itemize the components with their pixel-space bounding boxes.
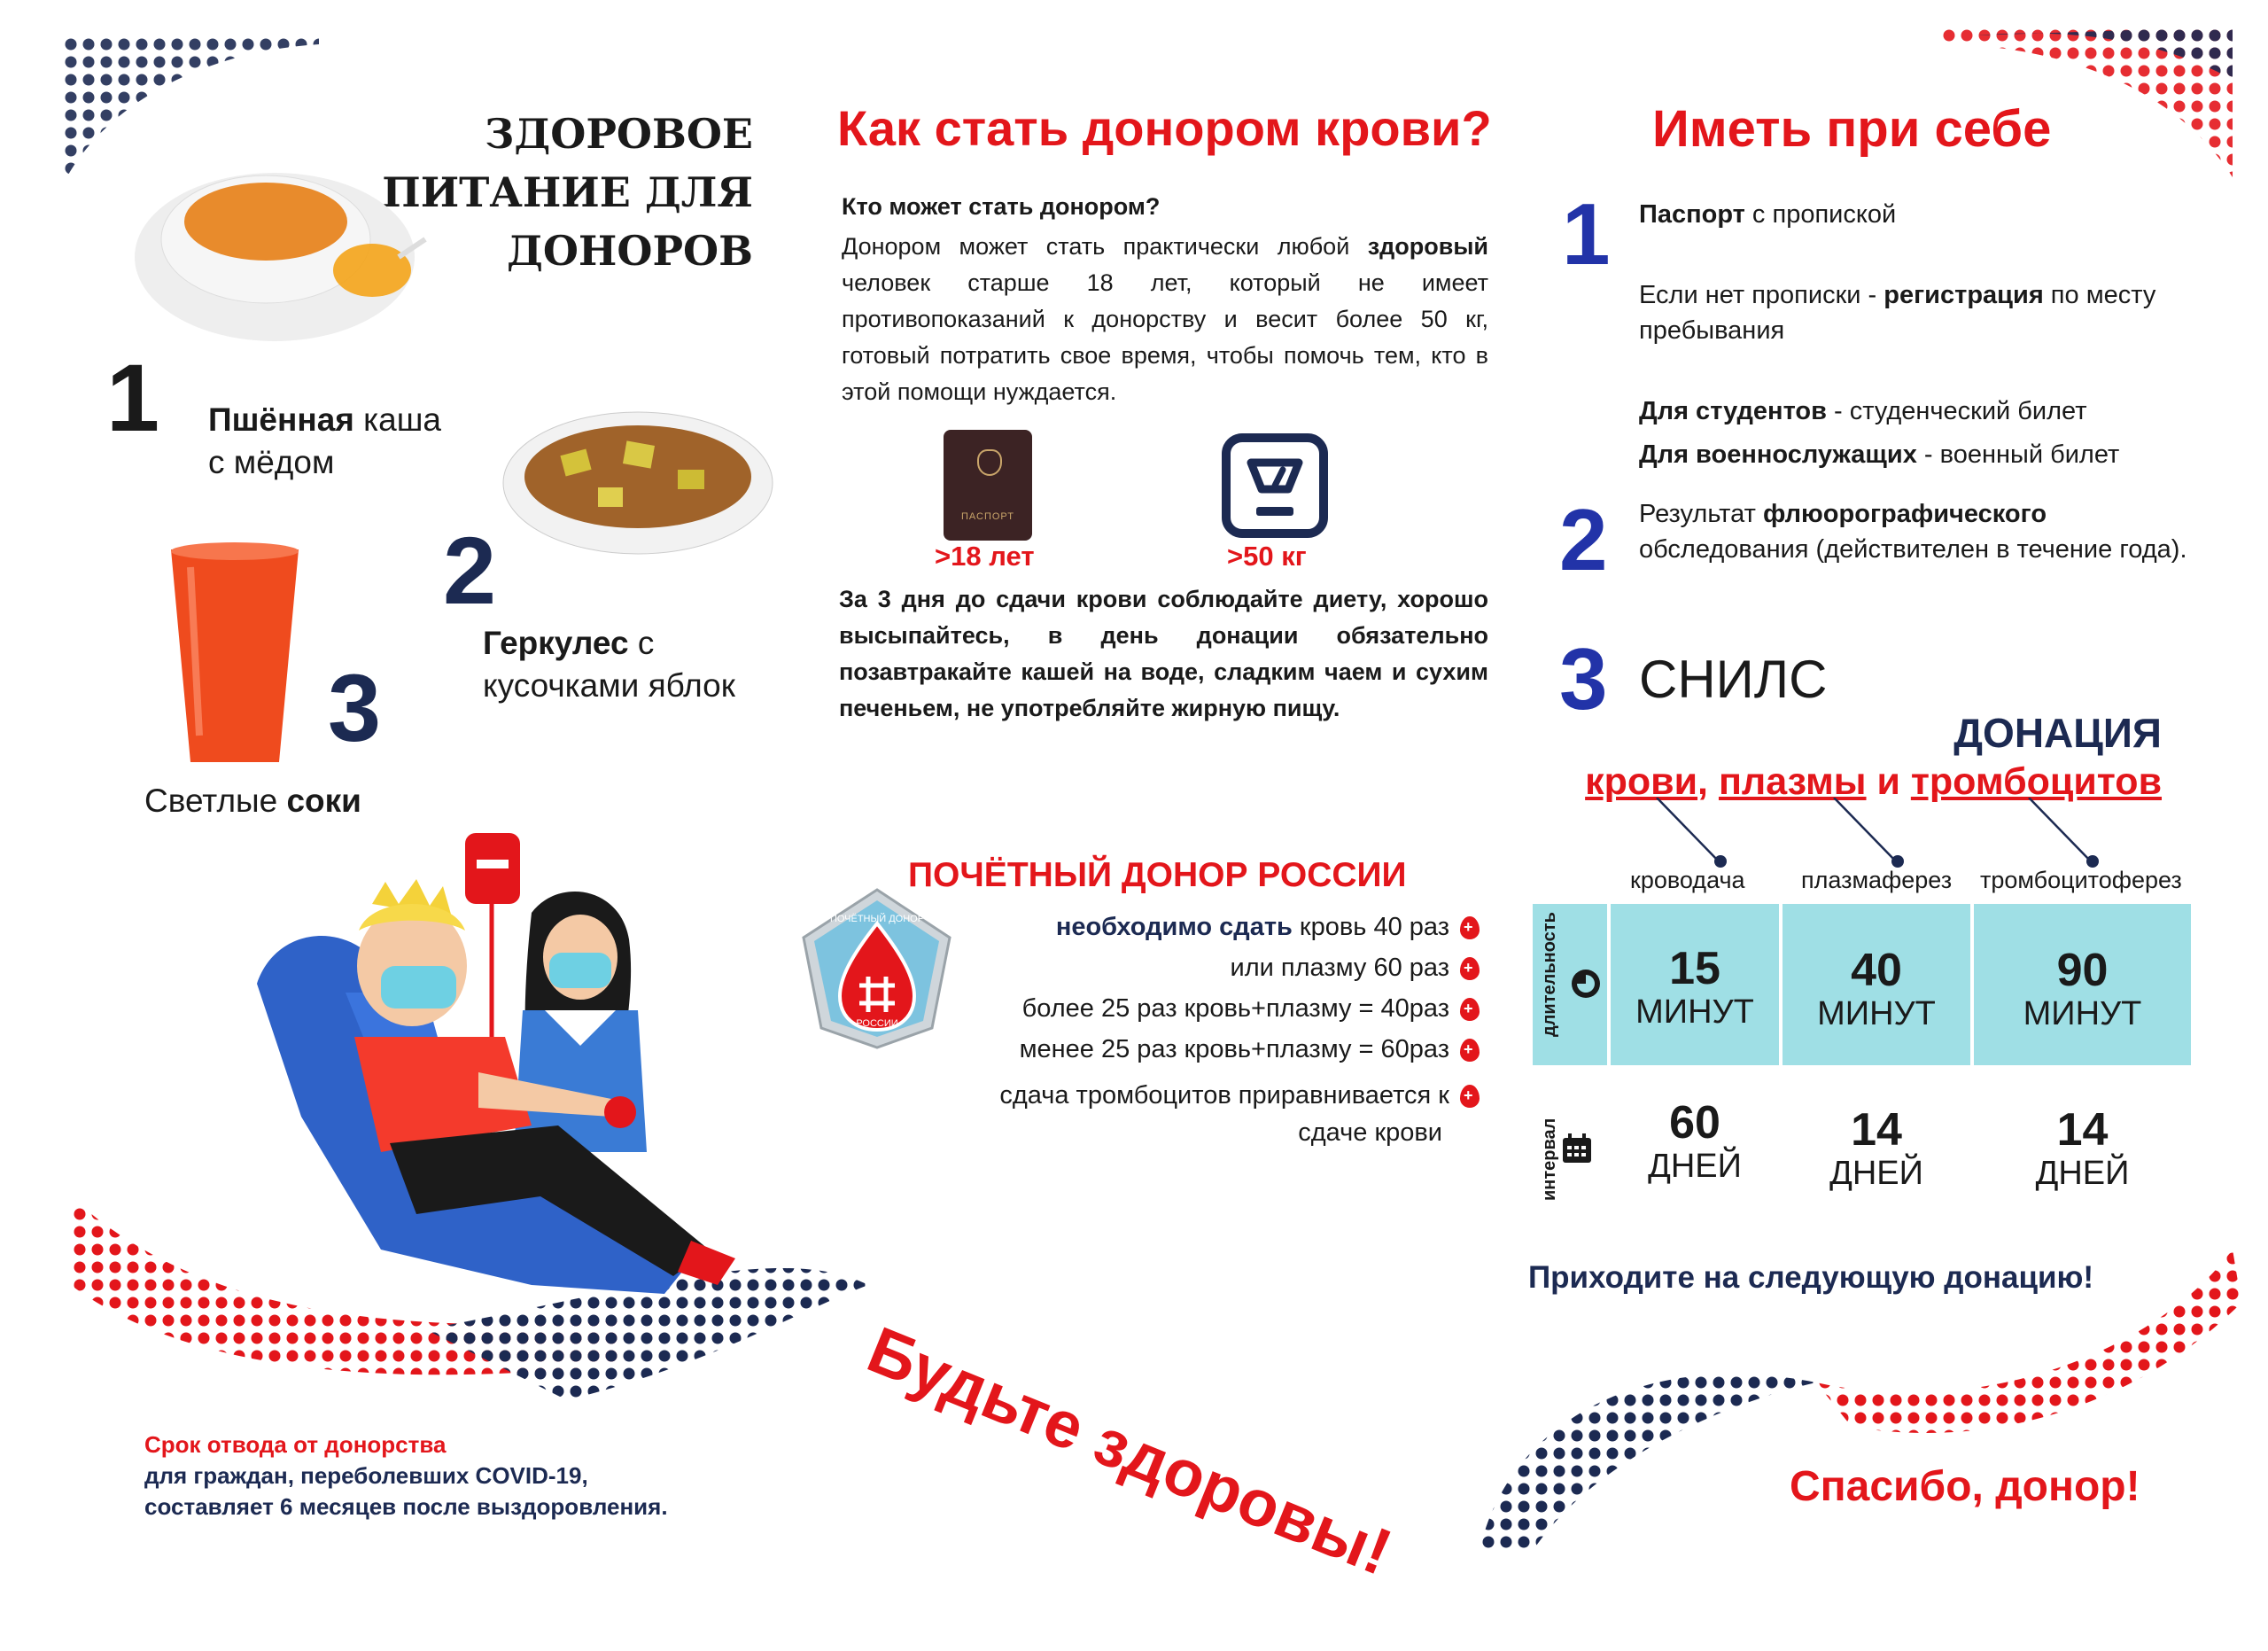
who-can-donate-text: Донором может стать практически любой здоровый человек старше 18 лет, который не имеет противопоказаний к донорству и весит более 50 кг, готовый потратить свое время, чтобы помочь тем, кто в этой помощи нуждается. [842, 233, 1488, 405]
honor-row: менее 25 раз кровь+плазму = 60раз+ [1020, 1035, 1480, 1064]
honor-row-last: сдаче крови [1298, 1118, 1442, 1147]
passport-icon: ПАСПОРТ [944, 430, 1032, 541]
halftone-bottom-right [1480, 1250, 2241, 1569]
how-to-become-donor-title: Как стать донором крови? [837, 100, 1492, 156]
blood-drop-icon [1460, 957, 1480, 980]
donor-illustration [239, 833, 806, 1307]
students-note: Для студентов - студенческий билет [1639, 397, 2087, 425]
covid-notice: Срок отвода от донорства для граждан, переболевших COVID-19, составляет 6 месяцев после выздоровления. [144, 1431, 668, 1520]
duration-cell-platelets: 90 МИНУТ [1974, 904, 2191, 1065]
healthy-food-title: ЗДОРОВОЕ ПИТАНИЕ ДЛЯ ДОНОРОВ [382, 110, 753, 275]
honorary-donor-badge [799, 886, 954, 1055]
col-header-platelets: тромбоцитоферез [1980, 867, 2182, 893]
blood-drop-icon [1460, 998, 1480, 1021]
blood-drop-icon [1460, 1085, 1480, 1108]
doc-number-2: 2 [1559, 491, 1608, 588]
snils-label: СНИЛС [1639, 650, 1828, 709]
who-can-donate-heading: Кто может стать донором? [842, 193, 1161, 220]
honorary-donor-rules [939, 913, 1480, 1161]
interval-label: интервал [1540, 1118, 1559, 1201]
interval-cell-platelets: 14 ДНЕЙ [2035, 1104, 2130, 1192]
food-item-2: Геркулес с кусочками яблок [483, 625, 735, 704]
military-note: Для военнослужащих - военный билет [1639, 440, 2120, 469]
food-item-1: Пшённая каша с мёдом [208, 401, 441, 480]
duration-label-cell: длительность [1533, 904, 1607, 1065]
registration-note: Если нет прописки - регистрация по месту пребывания [1639, 281, 2156, 345]
donation-connectors [1630, 798, 2162, 873]
clock-icon [1572, 970, 1600, 998]
col-header-plasma: плазмаферез [1801, 867, 1953, 893]
bring-with-you-title: Иметь при себе [1652, 100, 2052, 158]
doc-number-1: 1 [1562, 185, 1611, 283]
duration-cell-plasma: 40 МИНУТ [1783, 904, 1970, 1065]
millet-porridge-image [133, 151, 434, 350]
donation-title: ДОНАЦИЯ [1953, 710, 2162, 756]
passport-requirement: Паспорт с пропиской [1639, 200, 1897, 229]
honor-row: сдача тромбоцитов приравнивается к+ [999, 1081, 1480, 1110]
honor-row: более 25 раз кровь+плазму = 40раз+ [1022, 994, 1480, 1024]
blood-drop-icon [1460, 1039, 1480, 1062]
duration-cell-blood: 15 МИНУТ [1611, 904, 1779, 1065]
oatmeal-image [501, 408, 775, 580]
age-requirement: >18 лет [935, 541, 1035, 572]
juice-glass-image [164, 541, 306, 775]
interval-cell-blood: 60 ДНЕЙ [1648, 1097, 1742, 1185]
food-number-1: 1 [106, 344, 160, 451]
scale-icon [1221, 432, 1329, 543]
interval-cell-plasma: 14 ДНЕЙ [1829, 1104, 1923, 1192]
food-number-2: 2 [443, 517, 497, 624]
weight-requirement: >50 кг [1227, 541, 1307, 572]
honor-row: или плазму 60 раз+ [1231, 954, 1480, 983]
be-healthy-slogan: Будьте здоровы! [858, 1312, 1402, 1590]
honorary-donor-title: ПОЧЁТНЫЙ ДОНОР РОССИИ [908, 856, 1407, 894]
next-donation-text: Приходите на следующую донацию! [1528, 1260, 2094, 1295]
food-item-3: Светлые соки [144, 783, 361, 819]
thanks-donor-text: Спасибо, донор! [1790, 1463, 2140, 1510]
donation-subtitle: крови, плазмы и тромбоцитов [1585, 760, 2162, 803]
diet-advice: За 3 дня до сдачи крови соблюдайте диету, хорошо высыпайтесь, в день донации обязательно позавтракайте кашей на воде, сладким чаем и сухим печеньем, не употребляйте жирную пищу. [839, 586, 1488, 721]
svg-text:РОССИИ: РОССИИ [856, 1018, 898, 1029]
svg-text:ПОЧЁТНЫЙ ДОНОР: ПОЧЁТНЫЙ ДОНОР [829, 914, 925, 924]
fluorography-note: Результат флюорографического обследования (действителен в течение года). [1639, 500, 2187, 564]
blood-drop-icon [1460, 916, 1480, 939]
col-header-blood: кроводача [1630, 867, 1745, 893]
doc-number-3: 3 [1559, 630, 1608, 728]
calendar-icon [1561, 1133, 1593, 1169]
honor-row: необходимо сдать кровь 40 раз+ [1056, 913, 1480, 942]
food-number-3: 3 [328, 654, 382, 761]
